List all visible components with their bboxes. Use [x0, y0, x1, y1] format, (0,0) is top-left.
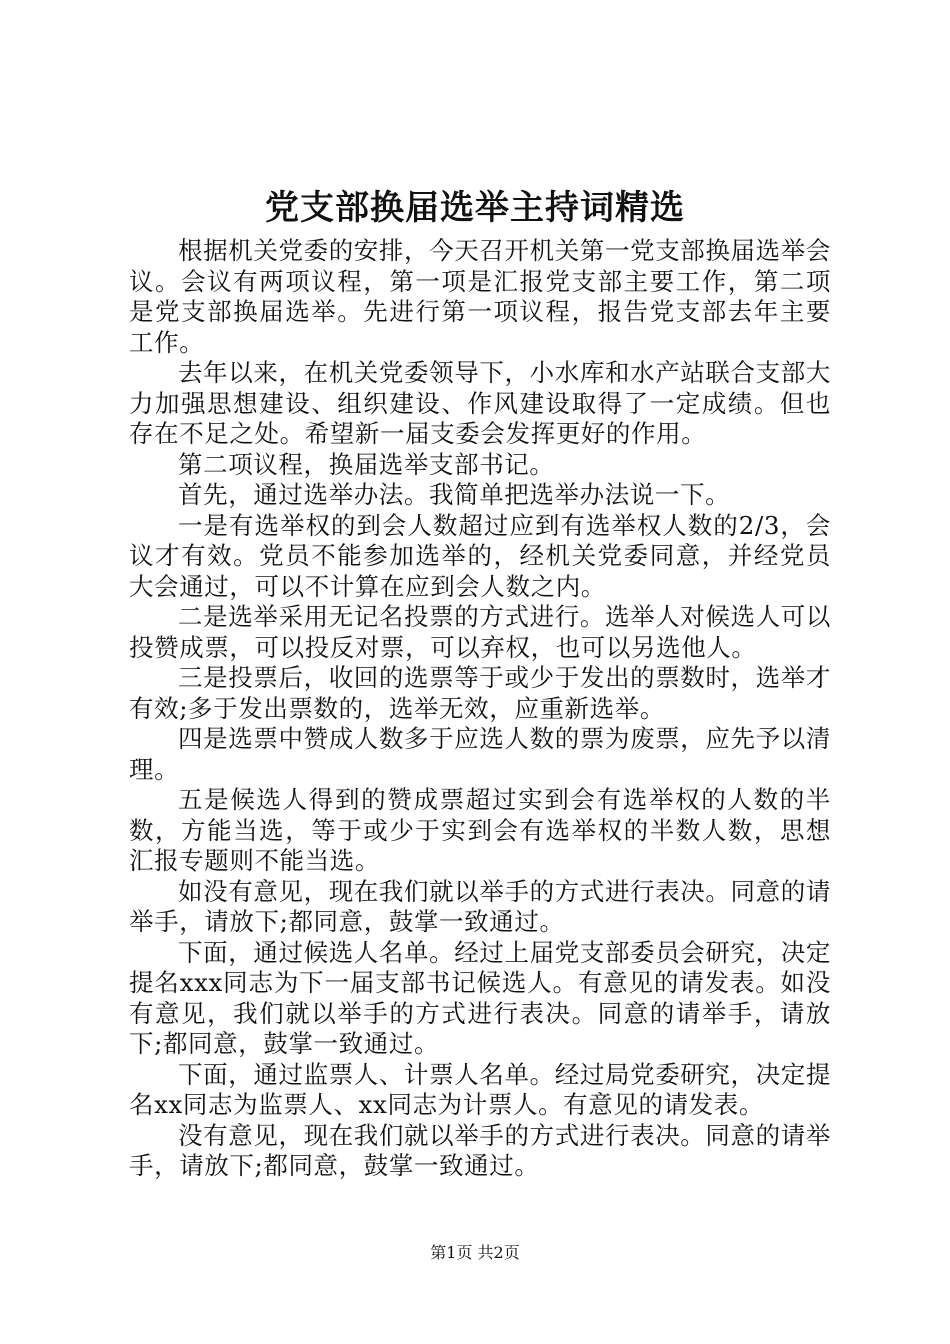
paragraph: 没有意见，现在我们就以举手的方式进行表决。同意的请举手，请放下;都同意，鼓掌一致通过。: [129, 1120, 831, 1180]
document-body: [129, 236, 831, 1182]
paragraph: 一是有选举权的到会人数超过应到有选举权人数的2/3，会议才有效。党员不能参加选举的，经机关党委同意，并经党员大会通过，可以不计算在应到会人数之内。: [129, 510, 831, 601]
document-title: 党支部换届选举主持词精选: [265, 188, 685, 228]
paragraph: 首先，通过选举办法。我简单把选举办法说一下。: [178, 480, 731, 509]
paragraph: 下面，通过监票人、计票人名单。经过局党委研究，决定提名xx同志为监票人、xx同志为计票人。有意见的请发表。: [129, 1059, 831, 1119]
paragraph: 去年以来，在机关党委领导下，小水库和水产站联合支部大力加强思想建设、组织建设、作风建设取得了一定成绩。但也存在不足之处。希望新一届支委会发挥更好的作用。: [129, 358, 831, 448]
paragraph: 根据机关党委的安排，今天召开机关第一党支部换届选举会议。会议有两项议程，第一项是汇报党支部主要工作，第二项是党支部换届选举。先进行第一项议程，报告党支部去年主要工作。: [129, 236, 831, 357]
paragraph: 五是候选人得到的赞成票超过实到会有选举权的人数的半数，方能当选，等于或少于实到会有选举权的半数人数，思想汇报专题则不能当选。: [129, 785, 831, 875]
page-footer: 第1页 共2页: [430, 1243, 520, 1262]
paragraph: 如没有意见，现在我们就以举手的方式进行表决。同意的请举手，请放下;都同意，鼓掌一致通过。: [129, 876, 831, 936]
paragraph: 三是投票后，收回的选票等于或少于发出的票数时，选举才有效;多于发出票数的，选举无效，应重新选举。: [129, 663, 831, 723]
paragraph: 四是选票中赞成人数多于应选人数的票为废票，应先予以清理。: [129, 724, 831, 784]
paragraph: 二是选举采用无记名投票的方式进行。选举人对候选人可以投赞成票，可以投反对票，可以弃权，也可以另选他人。: [129, 602, 831, 662]
paragraph: 第二项议程，换届选举支部书记。: [178, 449, 555, 479]
paragraph: 下面，通过候选人名单。经过上届党支部委员会研究，决定提名xxx同志为下一届支部书记候选人。有意见的请发表。如没有意见，我们就以举手的方式进行表决。同意的请举手，请放下;都同意，鼓掌一致通过。: [129, 937, 831, 1058]
